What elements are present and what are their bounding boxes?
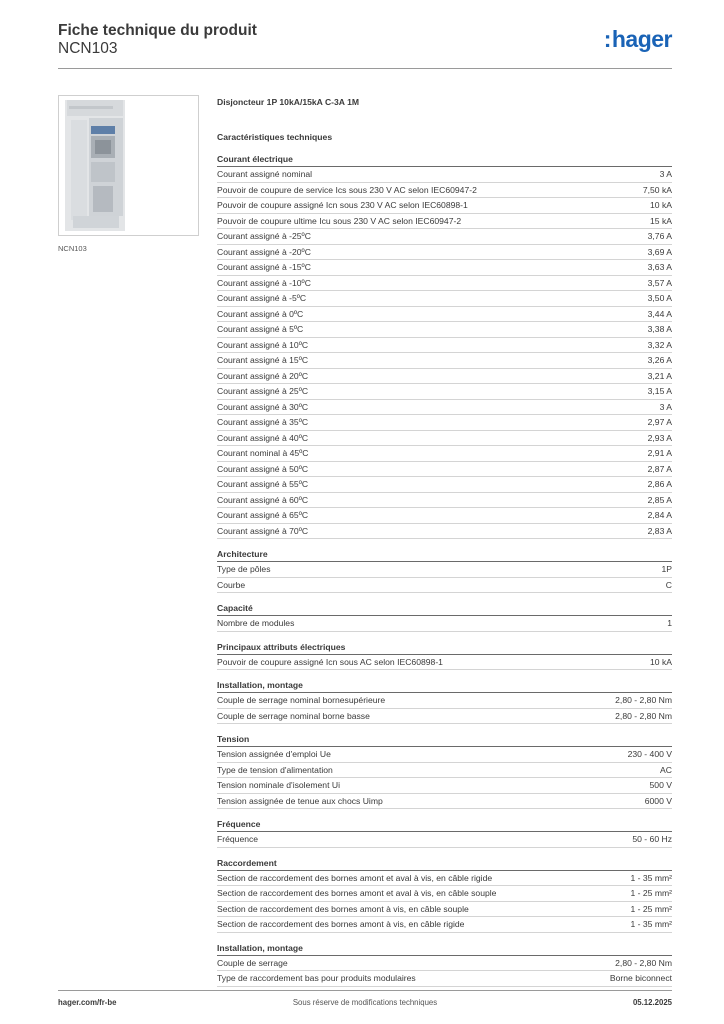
spec-value: 1 - 25 mm² <box>630 903 672 914</box>
spec-label: Pouvoir de coupure de service Ics sous 230 V AC selon IEC60947-2 <box>217 184 477 195</box>
spec-label: Couple de serrage <box>217 957 288 968</box>
spec-section <box>217 733 672 809</box>
spec-value: 2,84 A <box>647 510 672 520</box>
spec-value: 3 A <box>659 169 672 179</box>
spec-row <box>217 276 672 292</box>
spec-value: AC <box>660 764 672 775</box>
spec-row <box>217 260 672 276</box>
page-title: Fiche technique du produit <box>58 22 257 39</box>
section-title: Fréquence <box>217 818 672 832</box>
section-title: Principaux attributs électriques <box>217 641 672 655</box>
product-reference: NCN103 <box>58 40 118 57</box>
circuit-breaker-image <box>59 96 198 235</box>
spec-label: Courant nominal à 45ºC <box>217 448 309 458</box>
spec-label: Couple de serrage nominal bornesupérieure <box>217 695 386 705</box>
spec-label: Tension assignée d'emploi Ue <box>217 749 331 759</box>
spec-sections <box>217 153 672 987</box>
spec-row <box>217 198 672 214</box>
spec-value: 2,80 - 2,80 Nm <box>615 957 672 968</box>
spec-value: C <box>665 579 672 590</box>
spec-value: 2,83 A <box>647 525 672 536</box>
spec-row <box>217 291 672 307</box>
spec-label: Section de raccordement des bornes amont à vis, en câble rigide <box>217 919 465 929</box>
spec-value: 3,57 A <box>647 277 672 288</box>
product-image-caption: NCN103 <box>58 244 87 253</box>
spec-section <box>217 602 672 632</box>
spec-value: 3,50 A <box>647 293 672 303</box>
spec-row <box>217 956 672 972</box>
spec-row <box>217 902 672 918</box>
spec-label: Courant assigné à 70ºC <box>217 525 309 536</box>
spec-label: Courbe <box>217 579 246 590</box>
spec-label: Type de pôles <box>217 564 271 574</box>
spec-label: Pouvoir de coupure assigné Icn sous 230 V AC selon IEC60898-1 <box>217 200 468 210</box>
logo-text: hager <box>611 26 672 52</box>
spec-value: 3,32 A <box>647 339 672 350</box>
spec-value: 50 - 60 Hz <box>632 834 672 844</box>
product-description: Disjoncteur 1P 10kA/15kA C-3A 1M <box>217 97 360 107</box>
spec-value: 2,80 - 2,80 Nm <box>615 695 672 705</box>
footer-divider <box>58 990 672 991</box>
section-title: Tension <box>217 733 672 747</box>
spec-value: 2,97 A <box>647 417 672 427</box>
spec-row <box>217 462 672 478</box>
spec-label: Section de raccordement des bornes amont et aval à vis, en câble souple <box>217 888 497 898</box>
spec-value: 10 kA <box>650 656 672 667</box>
spec-value: 500 V <box>649 780 672 790</box>
section-title: Capacité <box>217 602 672 616</box>
spec-row <box>217 229 672 245</box>
section-title: Installation, montage <box>217 679 672 693</box>
spec-row <box>217 763 672 779</box>
spec-value: 1 - 25 mm² <box>630 888 672 898</box>
spec-row <box>217 477 672 493</box>
spec-section <box>217 548 672 593</box>
spec-row <box>217 578 672 594</box>
spec-label: Courant assigné à 0ºC <box>217 308 304 319</box>
spec-section <box>217 641 672 671</box>
spec-value: 7,50 kA <box>642 184 672 195</box>
spec-row <box>217 508 672 524</box>
spec-row <box>217 322 672 338</box>
spec-label: Courant assigné à 5ºC <box>217 324 304 334</box>
spec-row <box>217 446 672 462</box>
spec-label: Courant assigné à -25ºC <box>217 231 311 241</box>
footer-date: 05.12.2025 <box>632 998 672 1007</box>
spec-label: Type de raccordement bas pour produits modulaires <box>217 973 416 983</box>
header-divider <box>58 68 672 69</box>
spec-value: 3 A <box>659 401 672 412</box>
section-title: Architecture <box>217 548 672 562</box>
spec-row <box>217 214 672 230</box>
spec-label: Pouvoir de coupure assigné Icn sous AC selon IEC60898-1 <box>217 656 443 667</box>
spec-row <box>217 167 672 183</box>
spec-row <box>217 778 672 794</box>
spec-value: 3,63 A <box>647 262 672 272</box>
footer-website: hager.com/fr-be <box>58 998 117 1007</box>
spec-label: Courant assigné à 60ºC <box>217 494 309 505</box>
spec-content <box>217 96 672 996</box>
spec-row <box>217 400 672 416</box>
spec-section <box>217 153 672 539</box>
spec-row <box>217 353 672 369</box>
spec-label: Section de raccordement des bornes amont à vis, en câble souple <box>217 903 469 914</box>
spec-section <box>217 942 672 987</box>
spec-value: 2,80 - 2,80 Nm <box>615 710 672 721</box>
spec-row <box>217 245 672 261</box>
spec-row <box>217 871 672 887</box>
section-title: Installation, montage <box>217 942 672 956</box>
spec-row <box>217 709 672 725</box>
spec-row <box>217 917 672 933</box>
spec-value: 3,44 A <box>647 308 672 319</box>
product-image <box>58 95 199 236</box>
spec-row <box>217 307 672 323</box>
spec-label: Tension nominale d'isolement Ui <box>217 780 340 790</box>
spec-label: Fréquence <box>217 834 259 844</box>
spec-row <box>217 747 672 763</box>
spec-section <box>217 857 672 933</box>
section-title: Courant électrique <box>217 153 672 167</box>
footer-notice: Sous réserve de modifications techniques <box>292 998 438 1007</box>
hager-logo: :hager <box>603 26 672 52</box>
spec-value: 3,69 A <box>647 246 672 257</box>
spec-row <box>217 431 672 447</box>
spec-label: Courant assigné à 15ºC <box>217 355 309 365</box>
spec-label: Pouvoir de coupure ultime Icu sous 230 V AC selon IEC60947-2 <box>217 215 462 226</box>
spec-label: Courant assigné à 20ºC <box>217 370 309 381</box>
spec-value: 2,87 A <box>647 463 672 474</box>
spec-value: 2,91 A <box>647 448 672 458</box>
spec-value: 2,85 A <box>647 494 672 505</box>
spec-row <box>217 384 672 400</box>
spec-label: Courant assigné à -20ºC <box>217 246 311 257</box>
spec-label: Section de raccordement des bornes amont et aval à vis, en câble rigide <box>217 872 493 883</box>
spec-value: 1P <box>661 564 672 574</box>
spec-section <box>217 818 672 848</box>
spec-value: 2,86 A <box>647 479 672 489</box>
section-title: Raccordement <box>217 857 672 871</box>
spec-row <box>217 832 672 848</box>
spec-row <box>217 524 672 540</box>
spec-section <box>217 679 672 724</box>
characteristics-title: Caractéristiques techniques <box>217 132 333 142</box>
spec-label: Courant assigné à 10ºC <box>217 339 309 350</box>
spec-row <box>217 369 672 385</box>
spec-label: Courant assigné à -10ºC <box>217 277 311 288</box>
spec-value: 3,26 A <box>647 355 672 365</box>
spec-label: Type de tension d'alimentation <box>217 764 333 775</box>
spec-value: Borne biconnect <box>609 973 672 983</box>
spec-label: Courant assigné à 25ºC <box>217 386 309 396</box>
spec-value: 3,15 A <box>647 386 672 396</box>
spec-label: Courant assigné à 35ºC <box>217 417 309 427</box>
spec-row <box>217 886 672 902</box>
spec-value: 1 - 35 mm² <box>630 872 672 883</box>
spec-label: Couple de serrage nominal borne basse <box>217 710 370 721</box>
spec-value: 3,76 A <box>647 231 672 241</box>
spec-label: Tension assignée de tenue aux chocs Uimp <box>217 795 383 806</box>
spec-label: Courant assigné à 40ºC <box>217 432 309 443</box>
spec-row <box>217 655 672 671</box>
spec-value: 1 - 35 mm² <box>630 919 672 929</box>
spec-value: 3,38 A <box>647 324 672 334</box>
spec-value: 2,93 A <box>647 432 672 443</box>
spec-value: 15 kA <box>650 215 672 226</box>
spec-label: Courant assigné à 30ºC <box>217 401 309 412</box>
spec-label: Courant assigné à -15ºC <box>217 262 311 272</box>
spec-value: 6000 V <box>644 795 672 806</box>
spec-label: Courant assigné à 55ºC <box>217 479 309 489</box>
spec-label: Courant assigné nominal <box>217 169 313 179</box>
spec-row <box>217 493 672 509</box>
spec-row <box>217 616 672 632</box>
spec-label: Nombre de modules <box>217 618 295 628</box>
spec-value: 10 kA <box>650 200 672 210</box>
spec-row <box>217 693 672 709</box>
spec-row <box>217 183 672 199</box>
spec-row <box>217 338 672 354</box>
spec-value: 1 <box>667 618 672 628</box>
spec-row <box>217 415 672 431</box>
spec-value: 230 - 400 V <box>627 749 672 759</box>
spec-label: Courant assigné à 50ºC <box>217 463 309 474</box>
page-header <box>58 22 672 68</box>
spec-label: Courant assigné à -5ºC <box>217 293 307 303</box>
spec-row <box>217 971 672 987</box>
spec-row <box>217 562 672 578</box>
spec-value: 3,21 A <box>647 370 672 381</box>
spec-label: Courant assigné à 65ºC <box>217 510 309 520</box>
spec-row <box>217 794 672 810</box>
